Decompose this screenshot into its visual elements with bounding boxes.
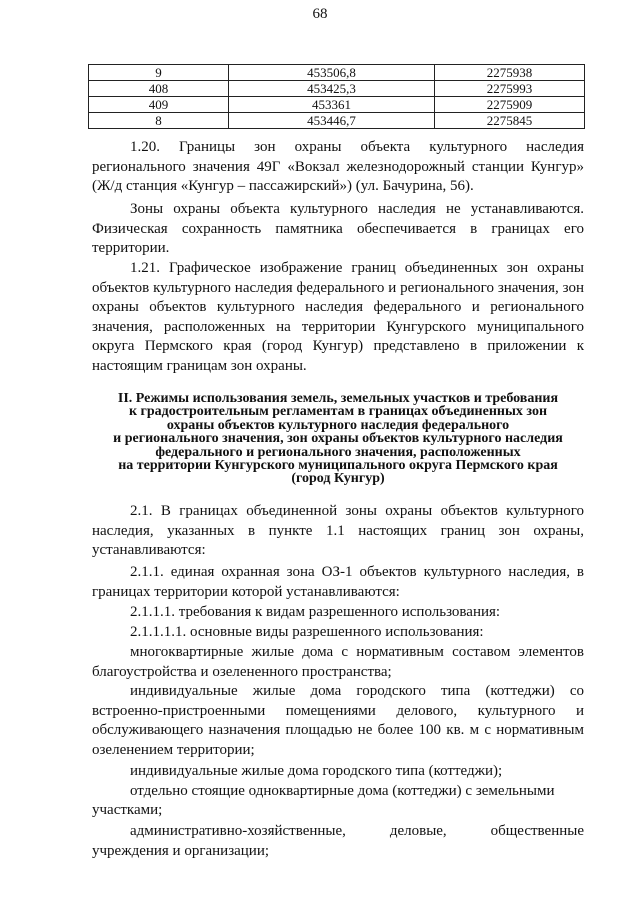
x-coordinate-cell: 453446,7 — [229, 113, 435, 129]
table-row — [89, 81, 585, 97]
list-item-detached-houses: отдельно стоящие одноквартирные дома (коттеджи) с земельными — [130, 783, 555, 799]
list-item-detached-houses-continued: участками; — [92, 802, 163, 818]
x-coordinate-cell: 453361 — [229, 97, 435, 113]
paragraph-2-1-1-1-1: 2.1.1.1.1. основные виды разрешенного использования: — [130, 624, 484, 640]
list-item-apartment-buildings: многоквартирные жилые дома с нормативным составом элементов благоустройства и озелененного пространства; — [92, 644, 584, 680]
y-coordinate-cell: 2275938 — [435, 65, 585, 81]
paragraph-2-1-1-1: 2.1.1.1. требования к видам разрешенного использования: — [130, 604, 501, 620]
x-coordinate-cell: 453425,3 — [229, 81, 435, 97]
point-number-cell: 409 — [89, 97, 229, 113]
y-coordinate-cell: 2275909 — [435, 97, 585, 113]
paragraph-zones-not-established: Зоны охраны объекта культурного наследия не устанавливаются. Физическая сохранность памятника обеспечивается в границах его территории. — [92, 201, 584, 256]
y-coordinate-cell: 2275993 — [435, 81, 585, 97]
table-row — [89, 113, 585, 129]
point-number-cell: 9 — [89, 65, 229, 81]
table-row — [89, 65, 585, 81]
coordinates-table — [88, 64, 585, 129]
list-item-administrative: административно-хозяйственные, деловые, общественные учреждения и организации; — [92, 823, 584, 859]
paragraph-1-21: 1.21. Графическое изображение границ объединенных зон охраны объектов культурного наследия федерального и регионального значения, зон охраны объектов культурного наследия федерального и регионального значения, расположенных на территории Кунгурского муниципального округа Пермского края (город Кунгур) представлено в приложении к настоящим границам зон охраны. — [92, 260, 584, 374]
x-coordinate-cell: 453506,8 — [229, 65, 435, 81]
point-number-cell: 8 — [89, 113, 229, 129]
list-item-cottages: индивидуальные жилые дома городского типа (коттеджи); — [130, 763, 503, 779]
y-coordinate-cell: 2275845 — [435, 113, 585, 129]
list-item-cottages-with-premises: индивидуальные жилые дома городского типа (коттеджи) со встроенно-пристроенными помещениями делового, культурного и обслуживающего назначения площадью не более 100 кв. м с нормативным озеленением территории; — [92, 683, 584, 758]
table-row — [89, 97, 585, 113]
page-number: 68 — [312, 6, 328, 22]
section-heading: II. Режимы использования земель, земельных участков и требования к градостроительным регламентам в границах объединенных зон охраны объектов культурного наследия федерального и регионального значения, зон охраны объектов культурного наследия федерального и регионального значения, расположенных на территории Кунгурского муниципального округа Пермского края (город Кунгур) — [113, 391, 563, 487]
paragraph-1-20: 1.20. Границы зон охраны объекта культурного наследия регионального значения 49Г «Вокзал железнодорожный станции Кунгур» (Ж/д станция «Кунгур – пассажирский») (ул. Бачурина, 56). — [92, 139, 584, 194]
paragraph-2-1-1: 2.1.1. единая охранная зона ОЗ-1 объектов культурного наследия, в границах территории которой устанавливаются: — [92, 564, 584, 600]
paragraph-2-1: 2.1. В границах объединенной зоны охраны объектов культурного наследия, указанных в пункте 1.1 настоящих границ зон охраны, устанавливаются: — [92, 503, 584, 558]
point-number-cell: 408 — [89, 81, 229, 97]
